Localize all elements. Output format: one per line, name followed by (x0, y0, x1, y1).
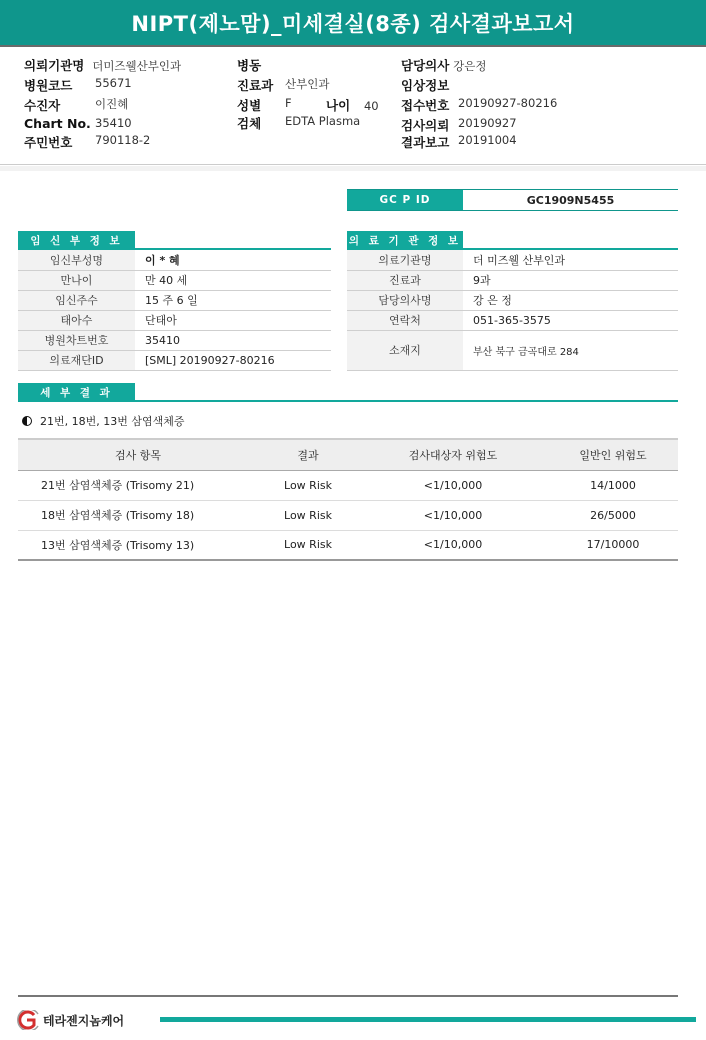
field-label: 소재지 (347, 330, 463, 370)
pregnant-info-header (18, 231, 331, 250)
column-header: 검사대상자 위험도 (358, 439, 548, 470)
table-row (347, 270, 678, 290)
table-row (347, 290, 678, 310)
table-row (18, 330, 331, 350)
header-row-patient: 수진자 이진혜 (24, 97, 129, 113)
header-row-age: 나이 40 (326, 98, 379, 113)
field-value: [SML] 20190927-80216 (135, 350, 331, 370)
pregnant-info-heading: 임 신 부 정 보 (18, 231, 135, 250)
gcpid-label: GC P ID (347, 190, 463, 210)
field-label: 임신부성명 (18, 250, 135, 270)
subject-risk: <1/10,000 (358, 470, 548, 500)
table-row (18, 500, 678, 530)
subject-risk: <1/10,000 (358, 500, 548, 530)
details-subtitle (22, 413, 184, 429)
header-row-resident-no: 주민번호 790118-2 (24, 133, 151, 150)
table-row (18, 250, 331, 270)
field-label: 만나이 (18, 270, 135, 290)
table-row (18, 310, 331, 330)
header-row-doctor: 담당의사 강은정 (401, 58, 487, 73)
field-value: 15 주 6 일 (135, 290, 331, 310)
table-row (347, 250, 678, 270)
field-label: 태아수 (18, 310, 135, 330)
header-row-chart-no: Chart No. 35410 (24, 116, 132, 131)
header-row-sex: 성별 F (237, 96, 292, 113)
company-name: 테라젠지놈케어 (43, 1013, 125, 1028)
report-title-bar (0, 0, 706, 47)
details-heading: 세 부 결 과 (18, 383, 135, 402)
report-title: NIPT(제노맘)_미세결실(8종) 검사결과보고서 (131, 11, 575, 36)
field-label: 병원차트번호 (18, 330, 135, 350)
subject-risk: <1/10,000 (358, 530, 548, 560)
header-row-request-date: 검사의뢰 20190927 (401, 116, 517, 133)
company-logo-icon (14, 1010, 40, 1030)
field-value: 051-365-3575 (463, 310, 678, 330)
field-value: 단태아 (135, 310, 331, 330)
column-header: 일반인 위험도 (548, 439, 678, 470)
table-row (347, 330, 678, 370)
field-label: 진료과 (347, 270, 463, 290)
header-row-institution: 의뢰기관명 더미즈웰산부인과 (24, 58, 182, 73)
gcpid-value: GC1909N5455 (526, 193, 615, 207)
general-risk: 26/5000 (548, 500, 678, 530)
table-row (18, 290, 331, 310)
field-label: 담당의사명 (347, 290, 463, 310)
field-label: 의료기관명 (347, 250, 463, 270)
header-row-ward: 병동 (237, 58, 262, 73)
table-row (18, 270, 331, 290)
test-result: Low Risk (258, 470, 358, 500)
table-row (18, 350, 331, 370)
field-value: 만 40 세 (135, 270, 331, 290)
test-result: Low Risk (258, 500, 358, 530)
field-label: 임신주수 (18, 290, 135, 310)
field-value: 이 * 혜 (135, 250, 331, 270)
test-item: 13번 삼염색체증 (Trisomy 13) (18, 530, 258, 560)
section-rule (135, 400, 678, 402)
general-risk: 17/10000 (548, 530, 678, 560)
header-row-hospital-code: 병원코드 55671 (24, 76, 132, 93)
results-table (18, 438, 678, 561)
half-circle-icon (22, 416, 32, 426)
field-value: 9과 (463, 270, 678, 290)
details-subtitle-text: 21번, 18번, 13번 삼염색체증 (40, 415, 185, 428)
field-value: 35410 (135, 330, 331, 350)
field-value: 부산 북구 금곡대로 284 (463, 330, 678, 370)
header-row-clinical-info: 임상정보 (401, 78, 450, 93)
company-logo (14, 1010, 124, 1030)
column-header: 검사 항목 (18, 439, 258, 470)
test-item: 21번 삼염색체증 (Trisomy 21) (18, 470, 258, 500)
institution-info-heading: 의 료 기 관 정 보 (347, 231, 463, 250)
test-item: 18번 삼염색체증 (Trisomy 18) (18, 500, 258, 530)
institution-info-header (347, 231, 678, 250)
header-row-receipt-no: 접수번호 20190927-80216 (401, 96, 558, 113)
gcpid-box (347, 189, 678, 211)
field-label: 연락처 (347, 310, 463, 330)
column-header: 결과 (258, 439, 358, 470)
header-row-report-date: 결과보고 20191004 (401, 133, 517, 150)
field-value: 더 미즈웰 산부인과 (463, 250, 678, 270)
header-row-dept: 진료과 산부인과 (237, 77, 330, 93)
table-row (347, 310, 678, 330)
footer-rule (18, 995, 678, 997)
results-header-row (18, 439, 678, 470)
report-header (0, 49, 706, 165)
field-label: 의료재단ID (18, 350, 135, 370)
pregnant-info-table (18, 250, 331, 371)
test-result: Low Risk (258, 530, 358, 560)
header-row-specimen: 검체 EDTA Plasma (237, 114, 361, 131)
table-row (18, 530, 678, 560)
footer-accent-bar (160, 1017, 696, 1022)
general-risk: 14/1000 (548, 470, 678, 500)
divider-band (0, 166, 706, 171)
details-header (18, 383, 678, 402)
institution-info-table (347, 250, 678, 371)
table-row (18, 470, 678, 500)
field-value: 강 은 정 (463, 290, 678, 310)
